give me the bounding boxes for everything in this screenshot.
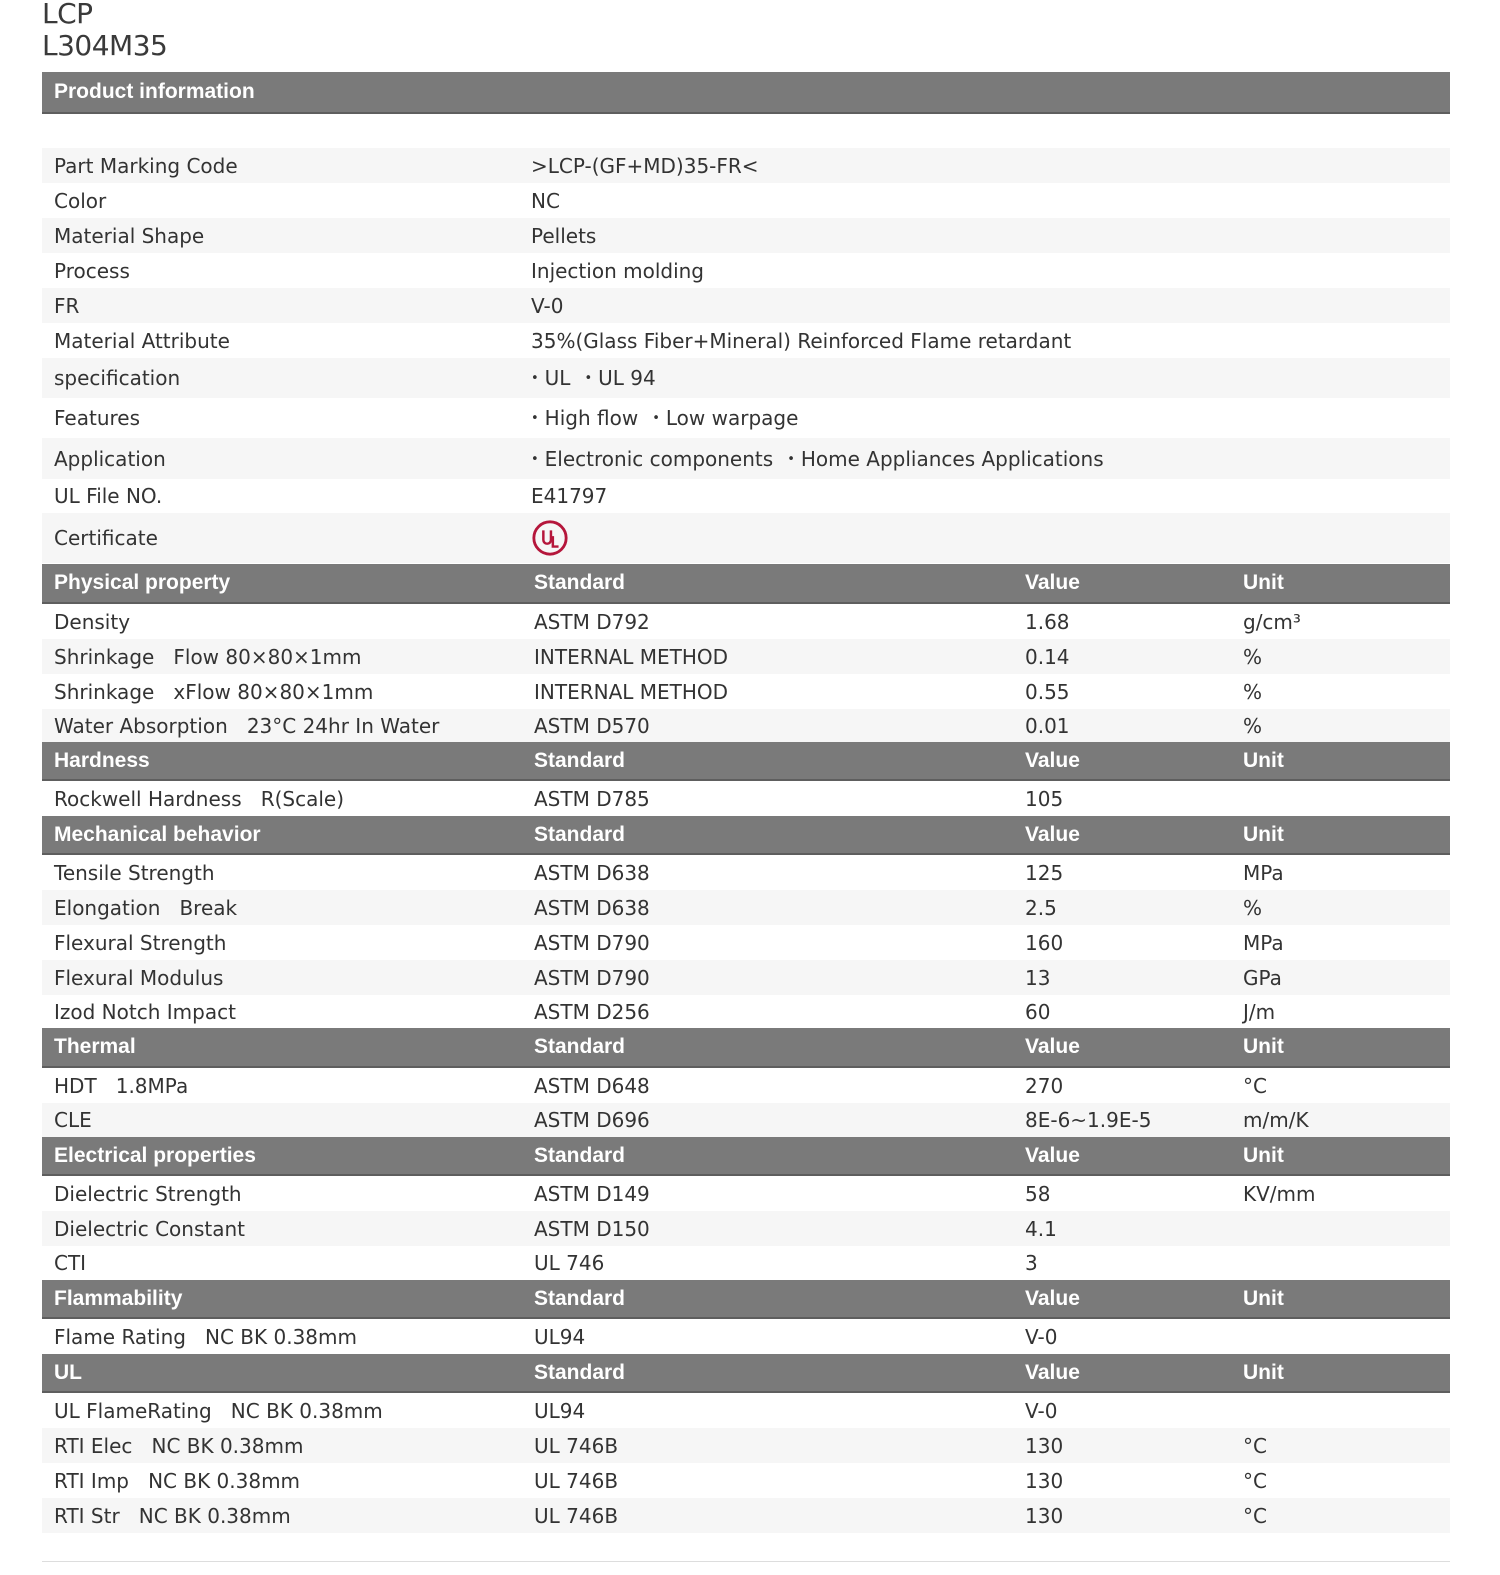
section-title: Mechanical behavior xyxy=(54,822,261,846)
property-row xyxy=(42,960,1450,995)
section-header-ul xyxy=(42,1354,1450,1393)
property-name: Rockwell Hardness R(Scale) xyxy=(54,786,345,811)
property-name: RTI Str NC BK 0.38mm xyxy=(54,1503,291,1528)
property-value: 105 xyxy=(1025,786,1064,811)
info-row-certificate xyxy=(42,513,1450,563)
column-header-value: Value xyxy=(1025,1286,1080,1310)
material-family-title: LCP xyxy=(42,0,93,30)
property-row xyxy=(42,1176,1450,1211)
property-value: 130 xyxy=(1025,1468,1064,1493)
section-title: Hardness xyxy=(54,748,150,772)
info-row-part-marking-code xyxy=(42,148,1450,183)
property-value: 0.14 xyxy=(1025,644,1070,669)
section-header-flammability xyxy=(42,1280,1450,1319)
column-header-unit: Unit xyxy=(1243,571,1284,594)
section-title: UL xyxy=(54,1360,82,1384)
feature-tag-list xyxy=(531,406,812,430)
section-header-electrical-properties xyxy=(42,1137,1450,1176)
info-value: >LCP-(GF+MD)35-FR< xyxy=(531,153,759,178)
info-row-process xyxy=(42,253,1450,288)
property-name: CLE xyxy=(54,1108,92,1132)
section-title: Electrical properties xyxy=(54,1143,256,1167)
info-value: NC xyxy=(531,188,560,213)
info-row-fr xyxy=(42,288,1450,323)
info-label: Features xyxy=(54,406,140,430)
section-title: Flammability xyxy=(54,1286,183,1310)
property-value: 4.1 xyxy=(1025,1216,1057,1241)
property-unit: MPa xyxy=(1243,860,1284,885)
property-unit: GPa xyxy=(1243,965,1282,990)
property-value: V-0 xyxy=(1025,1398,1058,1423)
property-value: V-0 xyxy=(1025,1324,1058,1349)
property-value: 130 xyxy=(1025,1433,1064,1458)
info-row-features xyxy=(42,398,1450,438)
property-standard: ASTM D150 xyxy=(534,1216,650,1241)
column-header-unit: Unit xyxy=(1243,1360,1284,1384)
property-standard: ASTM D648 xyxy=(534,1073,650,1098)
property-row xyxy=(42,995,1450,1028)
property-unit: KV/mm xyxy=(1243,1181,1316,1206)
property-name: Dielectric Constant xyxy=(54,1216,246,1241)
info-label: UL File NO. xyxy=(54,484,163,508)
property-name: Flexural Modulus xyxy=(54,965,224,990)
property-name: Water Absorption 23°C 24hr In Water xyxy=(54,713,440,738)
property-unit: % xyxy=(1243,679,1263,704)
property-row xyxy=(42,1103,1450,1137)
column-header-standard: Standard xyxy=(534,1035,626,1058)
ul-certification-mark-icon xyxy=(531,519,569,557)
application-tag-list xyxy=(531,447,1118,471)
property-standard: ASTM D638 xyxy=(534,860,650,885)
info-value: V-0 xyxy=(531,293,564,318)
spec-tag: • UL xyxy=(531,366,570,390)
property-row xyxy=(42,1068,1450,1103)
grade-title: L304M35 xyxy=(42,29,168,62)
property-unit: % xyxy=(1243,895,1263,920)
spec-tag: • UL 94 xyxy=(584,366,655,390)
property-value: 8E-6~1.9E-5 xyxy=(1025,1108,1152,1132)
info-label: Certificate xyxy=(54,526,158,550)
property-standard: ASTM D790 xyxy=(534,965,650,990)
property-unit: °C xyxy=(1243,1503,1267,1528)
property-row xyxy=(42,925,1450,960)
property-standard: ASTM D790 xyxy=(534,930,650,955)
property-unit: °C xyxy=(1243,1433,1267,1458)
column-header-value: Value xyxy=(1025,1143,1080,1167)
property-standard: UL94 xyxy=(534,1398,586,1423)
property-value: 160 xyxy=(1025,930,1064,955)
property-standard: ASTM D570 xyxy=(534,713,650,738)
property-value: 60 xyxy=(1025,999,1051,1024)
property-row xyxy=(42,674,1450,709)
info-label: Part Marking Code xyxy=(54,153,238,178)
property-standard: UL 746B xyxy=(534,1468,619,1493)
property-row xyxy=(42,1428,1450,1463)
property-standard: INTERNAL METHOD xyxy=(534,679,729,704)
section-header-hardness xyxy=(42,742,1450,781)
property-value: 125 xyxy=(1025,860,1064,885)
property-name: Tensile Strength xyxy=(54,860,215,885)
property-unit: °C xyxy=(1243,1073,1267,1098)
column-header-unit: Unit xyxy=(1243,822,1284,846)
property-name: Density xyxy=(54,609,131,634)
property-row xyxy=(42,1246,1450,1280)
property-row xyxy=(42,1211,1450,1246)
info-label: Color xyxy=(54,188,107,213)
property-value: 2.5 xyxy=(1025,895,1057,920)
property-unit: °C xyxy=(1243,1468,1267,1493)
property-standard: INTERNAL METHOD xyxy=(534,644,729,669)
info-row-ul-file-no xyxy=(42,479,1450,513)
column-header-value: Value xyxy=(1025,571,1080,594)
info-label: Application xyxy=(54,446,166,471)
property-value: 0.55 xyxy=(1025,679,1070,704)
property-value: 58 xyxy=(1025,1181,1051,1206)
info-value: Pellets xyxy=(531,223,597,248)
property-name: Shrinkage Flow 80×80×1mm xyxy=(54,644,362,669)
property-unit: % xyxy=(1243,644,1263,669)
column-header-unit: Unit xyxy=(1243,1286,1284,1310)
column-header-value: Value xyxy=(1025,1035,1080,1058)
info-label: specification xyxy=(54,366,181,390)
property-row xyxy=(42,639,1450,674)
property-row xyxy=(42,709,1450,742)
property-row xyxy=(42,1498,1450,1533)
product-information-header xyxy=(42,72,1450,114)
property-name: Dielectric Strength xyxy=(54,1181,242,1206)
property-name: CTI xyxy=(54,1251,87,1275)
section-header-mechanical-behavior xyxy=(42,816,1450,855)
info-label: Process xyxy=(54,258,130,283)
property-row xyxy=(42,1393,1450,1428)
column-header-value: Value xyxy=(1025,822,1080,846)
property-name: RTI Elec NC BK 0.38mm xyxy=(54,1433,304,1458)
column-header-standard: Standard xyxy=(534,748,626,772)
property-standard: ASTM D785 xyxy=(534,786,650,811)
property-standard: ASTM D149 xyxy=(534,1181,650,1206)
property-value: 270 xyxy=(1025,1073,1064,1098)
application-tag: • Electronic components xyxy=(531,447,773,471)
column-header-standard: Standard xyxy=(534,1286,626,1310)
property-unit: % xyxy=(1243,713,1263,738)
column-header-value: Value xyxy=(1025,1360,1080,1384)
property-standard: UL 746 xyxy=(534,1251,605,1275)
info-row-color xyxy=(42,183,1450,218)
property-name: UL FlameRating NC BK 0.38mm xyxy=(54,1398,383,1423)
property-standard: UL 746B xyxy=(534,1503,619,1528)
property-unit: J/m xyxy=(1243,999,1276,1024)
property-standard: ASTM D792 xyxy=(534,609,650,634)
property-name: Izod Notch Impact xyxy=(54,999,236,1024)
column-header-standard: Standard xyxy=(534,1360,626,1384)
column-header-standard: Standard xyxy=(534,822,626,846)
info-row-specification xyxy=(42,358,1450,398)
column-header-unit: Unit xyxy=(1243,1035,1284,1058)
info-value: 35%(Glass Fiber+Mineral) Reinforced Flame retardant xyxy=(531,328,1072,353)
property-row xyxy=(42,1463,1450,1498)
property-name: Shrinkage xFlow 80×80×1mm xyxy=(54,679,374,704)
info-row-application xyxy=(42,438,1450,479)
column-header-value: Value xyxy=(1025,748,1080,772)
product-information-title: Product information xyxy=(54,80,255,103)
property-row xyxy=(42,604,1450,639)
info-label: FR xyxy=(54,293,80,318)
property-standard: ASTM D256 xyxy=(534,999,650,1024)
property-name: Flame Rating NC BK 0.38mm xyxy=(54,1324,357,1349)
property-unit: g/cm³ xyxy=(1243,609,1301,634)
property-standard: UL94 xyxy=(534,1324,586,1349)
column-header-standard: Standard xyxy=(534,571,626,594)
footer-divider xyxy=(42,1561,1450,1562)
column-header-standard: Standard xyxy=(534,1143,626,1167)
property-row xyxy=(42,1319,1450,1354)
column-header-unit: Unit xyxy=(1243,1143,1284,1167)
property-value: 1.68 xyxy=(1025,609,1070,634)
info-value: E41797 xyxy=(531,484,608,508)
section-title: Physical property xyxy=(54,571,231,594)
property-name: Elongation Break xyxy=(54,895,238,920)
property-row xyxy=(42,890,1450,925)
property-row xyxy=(42,855,1450,890)
property-standard: UL 746B xyxy=(534,1433,619,1458)
spec-tag-list xyxy=(531,366,670,390)
section-title: Thermal xyxy=(54,1035,136,1058)
section-header-physical-property xyxy=(42,564,1450,604)
property-name: Flexural Strength xyxy=(54,930,227,955)
info-label: Material Attribute xyxy=(54,328,230,353)
property-row xyxy=(42,781,1450,816)
property-name: HDT 1.8MPa xyxy=(54,1073,189,1098)
property-value: 3 xyxy=(1025,1251,1038,1275)
application-tag: • Home Appliances Applications xyxy=(787,447,1103,471)
property-name: RTI Imp NC BK 0.38mm xyxy=(54,1468,301,1493)
section-header-thermal xyxy=(42,1028,1450,1068)
property-unit: m/m/K xyxy=(1243,1108,1309,1132)
feature-tag: • Low warpage xyxy=(652,406,798,430)
info-row-material-attribute xyxy=(42,323,1450,358)
info-row-material-shape xyxy=(42,218,1450,253)
property-value: 130 xyxy=(1025,1503,1064,1528)
property-standard: ASTM D638 xyxy=(534,895,650,920)
property-unit: MPa xyxy=(1243,930,1284,955)
property-value: 13 xyxy=(1025,965,1051,990)
property-value: 0.01 xyxy=(1025,713,1070,738)
feature-tag: • High flow xyxy=(531,406,638,430)
property-standard: ASTM D696 xyxy=(534,1108,650,1132)
info-label: Material Shape xyxy=(54,223,205,248)
column-header-unit: Unit xyxy=(1243,748,1284,772)
info-value: Injection molding xyxy=(531,258,704,283)
